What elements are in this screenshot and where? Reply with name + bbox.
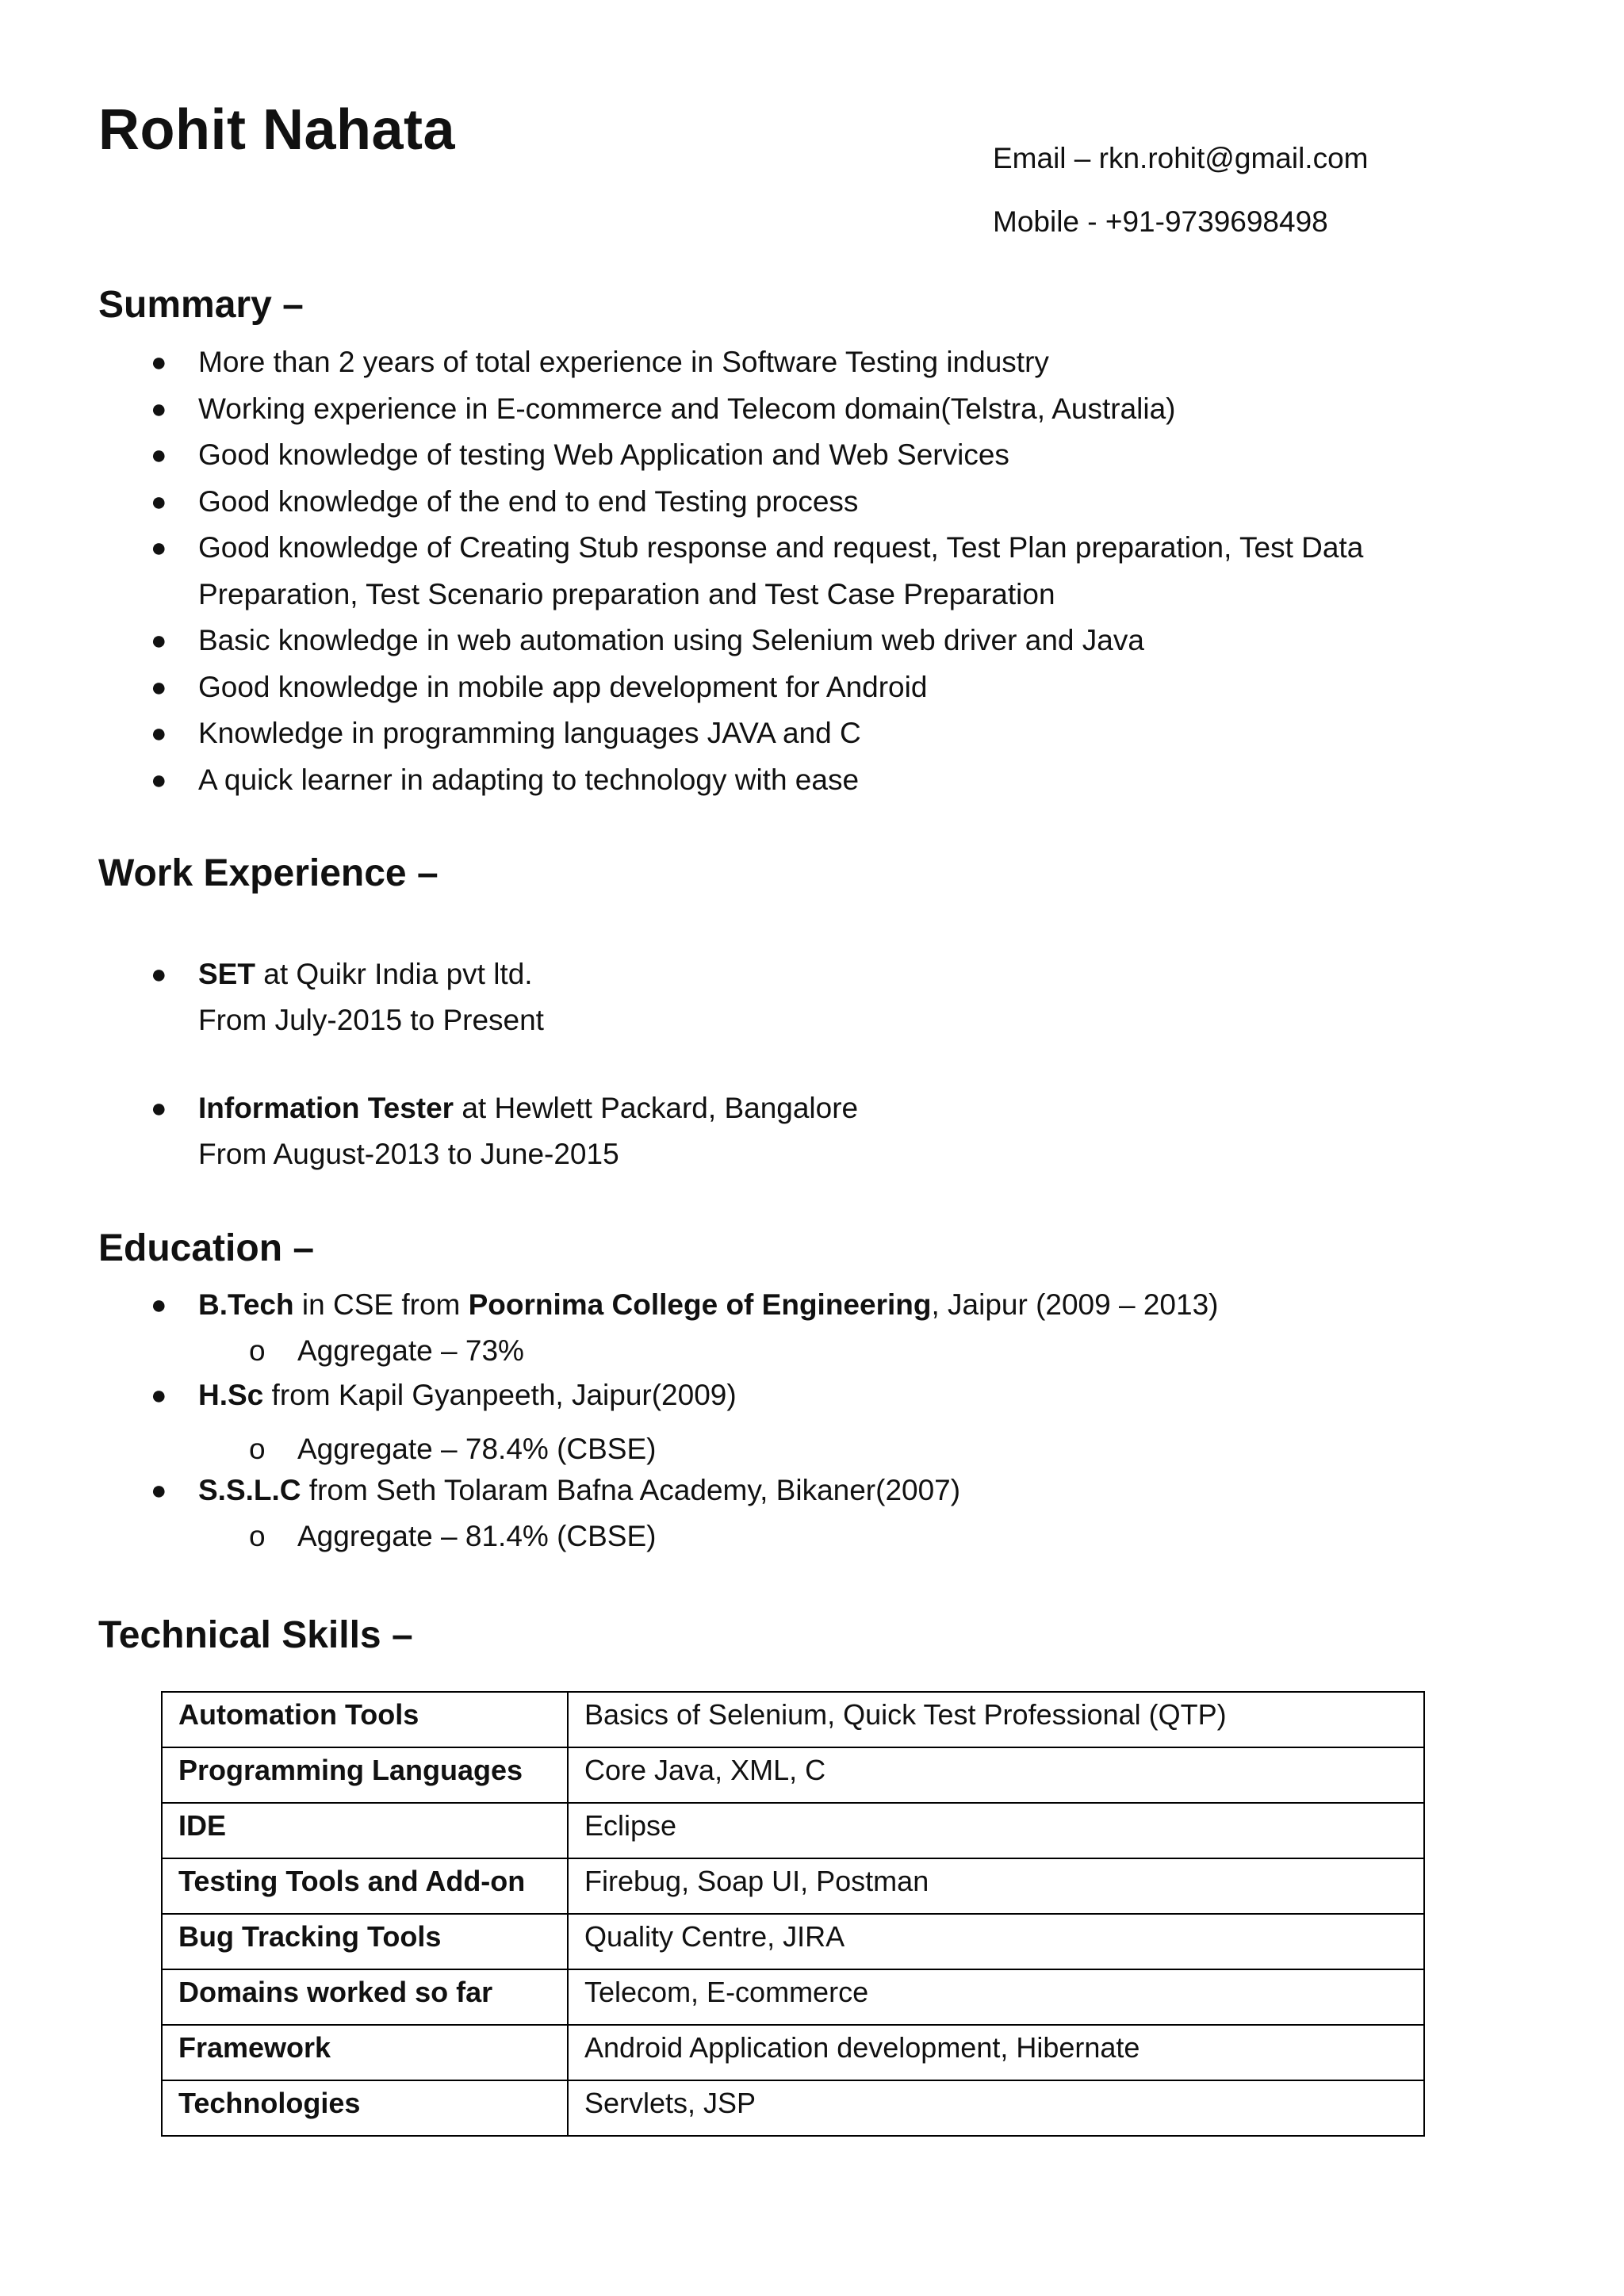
list-item: ● Good knowledge of the end to end Testing process: [0, 479, 1435, 526]
job-entry: [0, 1085, 858, 1177]
bullet-icon: ●: [151, 718, 167, 748]
table-row: Technologies Servlets, JSP: [162, 2080, 1424, 2136]
job-entry: [0, 951, 544, 1043]
bullet-icon: ●: [151, 440, 167, 470]
table-row: Automation Tools Basics of Selenium, Quick Test Professional (QTP): [162, 1692, 1424, 1747]
education-entry: ● H.Sc from Kapil Gyanpeeth, Jaipur(2009) o Aggregate – 78.4% (CBSE): [0, 1372, 737, 1472]
list-item: ● Knowledge in programming languages JAVA and C: [0, 710, 1435, 757]
job-period: From July-2015 to Present: [198, 1004, 544, 1036]
table-row: IDE Eclipse: [162, 1803, 1424, 1858]
aggregate-text: Aggregate – 78.4% (CBSE): [297, 1433, 657, 1465]
list-item: ● Basic knowledge in web automation using Selenium web driver and Java: [0, 618, 1435, 664]
sub-bullet-icon: o: [249, 1433, 266, 1465]
bullet-icon: ●: [151, 959, 167, 989]
degree-name: H.Sc: [198, 1379, 264, 1411]
bullet-icon: ●: [151, 347, 167, 377]
list-item: ● Good knowledge in mobile app development for Android: [0, 664, 1435, 711]
job-org: at Quikr India pvt ltd.: [255, 958, 533, 990]
job-org: at Hewlett Packard, Bangalore: [454, 1092, 859, 1124]
bullet-icon: ●: [151, 1290, 167, 1320]
list-item: ● Good knowledge of Creating Stub response and request, Test Plan preparation, Test Data Preparation, Test Scenario preparation and Test Case Preparation: [0, 525, 1435, 618]
bullet-icon: ●: [151, 533, 167, 563]
table-row: Framework Android Application development, Hibernate: [162, 2025, 1424, 2080]
bullet-icon: ●: [151, 626, 167, 656]
table-row: Programming Languages Core Java, XML, C: [162, 1747, 1424, 1803]
table-row: Testing Tools and Add-on Firebug, Soap UI, Postman: [162, 1858, 1424, 1914]
table-row: Domains worked so far Telecom, E-commerce: [162, 1969, 1424, 2025]
mobile-text: Mobile - +91-9739698498: [993, 205, 1328, 238]
list-item: ● Good knowledge of testing Web Application and Web Services: [0, 432, 1435, 479]
degree-name: S.S.L.C: [198, 1474, 301, 1506]
education-entry: ● B.Tech in CSE from Poornima College of Engineering, Jaipur (2009 – 2013) o Aggregate – 73%: [0, 1282, 1218, 1374]
school-name: Poornima College of Engineering: [468, 1288, 932, 1321]
bullet-icon: ●: [151, 764, 167, 795]
table-row: Bug Tracking Tools Quality Centre, JIRA: [162, 1914, 1424, 1969]
aggregate-text: Aggregate – 81.4% (CBSE): [297, 1520, 657, 1552]
work-experience-heading: Work Experience –: [98, 852, 439, 894]
list-item: ● A quick learner in adapting to technology with ease: [0, 757, 1435, 804]
candidate-name: Rohit Nahata: [98, 98, 456, 162]
list-item: ● Working experience in E-commerce and Telecom domain(Telstra, Australia): [0, 386, 1435, 433]
aggregate-text: Aggregate – 73%: [297, 1334, 524, 1367]
bullet-icon: ●: [151, 1475, 167, 1506]
job-period: From August-2013 to June-2015: [198, 1138, 619, 1170]
bullet-icon: ●: [151, 672, 167, 702]
job-role: SET: [198, 958, 255, 990]
degree-name: B.Tech: [198, 1288, 294, 1321]
skills-table: [161, 1691, 1425, 2137]
sub-bullet-icon: o: [249, 1520, 266, 1552]
bullet-icon: ●: [151, 393, 167, 424]
contact-block: [993, 127, 1368, 254]
summary-heading: Summary –: [98, 284, 304, 326]
bullet-icon: ●: [151, 486, 167, 517]
education-heading: Education –: [98, 1227, 315, 1269]
summary-list: [0, 339, 1435, 803]
technical-skills-heading: Technical Skills –: [98, 1614, 413, 1656]
education-entry: ● S.S.L.C from Seth Tolaram Bafna Academy, Bikaner(2007) o Aggregate – 81.4% (CBSE): [0, 1468, 960, 1559]
bullet-icon: ●: [151, 1380, 167, 1410]
email-text: Email – rkn.rohit@gmail.com: [993, 142, 1369, 174]
list-item: ● More than 2 years of total experience in Software Testing industry: [0, 339, 1435, 386]
job-role: Information Tester: [198, 1092, 454, 1124]
bullet-icon: ●: [151, 1093, 167, 1123]
sub-bullet-icon: o: [249, 1334, 266, 1367]
